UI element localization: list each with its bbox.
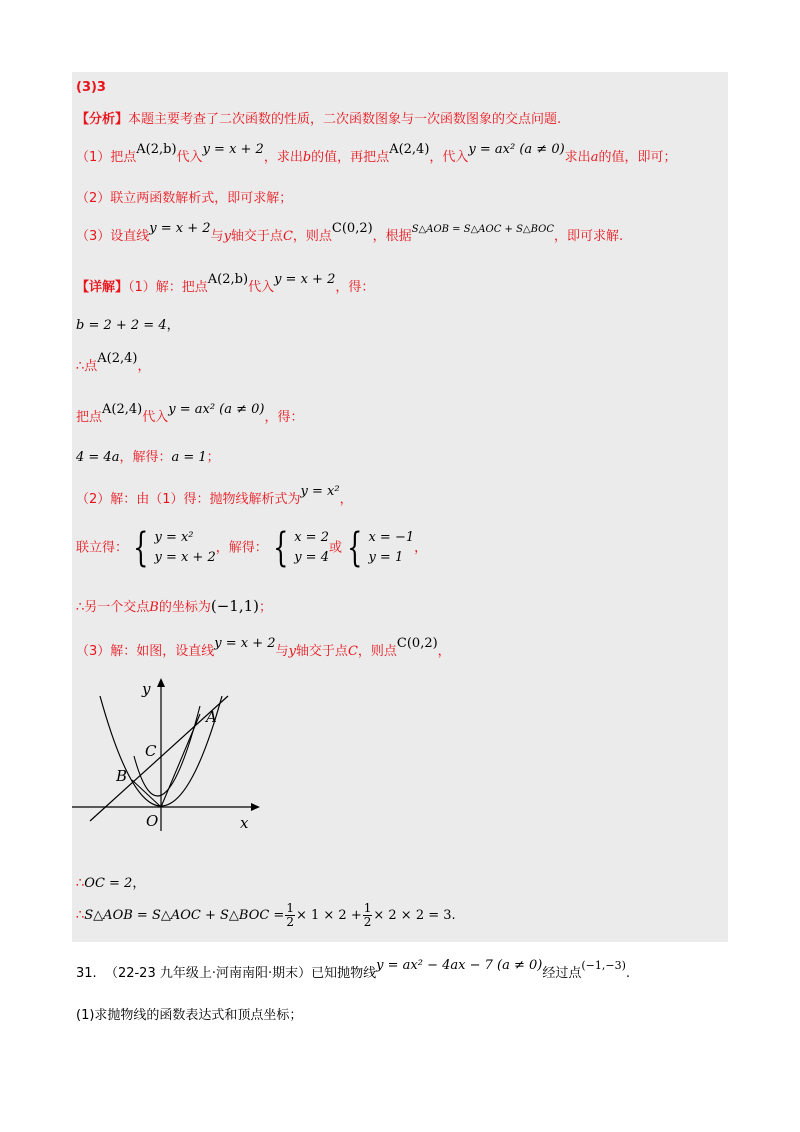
- analysis-step1-text-c: ，求出: [263, 150, 303, 165]
- detail-l7-end: ，: [414, 540, 428, 556]
- detail-l4-text-b: 代入: [142, 410, 169, 425]
- detail-line-6: [76, 484, 353, 507]
- detail-l11-end: .: [451, 908, 456, 923]
- detail-l3-text-a: ∴点: [76, 359, 98, 374]
- solution-2-x: x = −1: [368, 530, 415, 545]
- analysis-step2: （2）联立两函数解析式，即可求解；: [76, 191, 293, 206]
- detail-line-11: [76, 902, 456, 929]
- label-b: B: [116, 767, 128, 785]
- detail-l11-mid: × 1 × 2 +: [295, 908, 362, 923]
- fraction-1: [285, 902, 295, 929]
- analysis-step1-point2: A(2,4): [389, 142, 430, 157]
- question-func: y = ax² − 4ax − 7 (a ≠ 0): [376, 958, 543, 973]
- detail-l11-rhs: × 2 × 2 = 3: [373, 908, 452, 923]
- y-axis-arrow: [157, 678, 165, 687]
- detail-line-5: [76, 446, 220, 465]
- analysis-step3-point-label: C: [282, 229, 293, 244]
- detail-l9-text-c: 轴交于点: [295, 644, 348, 659]
- analysis-step1-func: y = ax² (a ≠ 0): [468, 142, 565, 157]
- solution-2: { x = −1 y = 1: [347, 525, 415, 571]
- analysis-step3-text-d: ，则点: [292, 229, 332, 244]
- graph-figure: [70, 676, 270, 840]
- system-eq-1: y = x²: [154, 530, 194, 545]
- detail-line-9: [76, 636, 451, 659]
- detail-l6-text-a: （2）解：由（1）得：抛物线解析式为: [76, 492, 301, 507]
- solution-1: { x = 2 y = 4: [272, 525, 329, 571]
- label-a: A: [206, 708, 217, 726]
- fraction-2-denominator: 2: [363, 915, 372, 929]
- detail-tag: 【详解】: [76, 280, 129, 295]
- detail-l4-text-c: ，得：: [264, 410, 304, 425]
- detail-line-2: [76, 314, 180, 333]
- detail-l1-line: y = x + 2: [274, 272, 336, 287]
- question-end: .: [625, 966, 631, 981]
- detail-l2-end: ，: [166, 318, 180, 333]
- detail-l1-text-a: （1）解：把点: [128, 280, 208, 295]
- analysis-step3-text-a: （3）设直线: [76, 229, 150, 244]
- question-31: [76, 958, 631, 981]
- detail-l3-point: A(2,4): [97, 351, 138, 366]
- analysis-step3-area: S△AOB = S△AOC + S△BOC: [411, 224, 555, 235]
- detail-l8-coord: (−1,1): [210, 597, 259, 615]
- detail-l1-point: A(2,b): [207, 272, 249, 287]
- solution-1-x: x = 2: [294, 530, 329, 545]
- segment-ob: [132, 780, 161, 807]
- analysis-step1-text-d: 的值，再把点: [311, 150, 390, 165]
- question-text-b: 经过点: [542, 966, 582, 981]
- solution-2-y: y = 1: [368, 550, 404, 565]
- detail-l9-axis: y: [288, 644, 296, 659]
- analysis-step1-text-a: （1）把点: [76, 150, 137, 165]
- analysis-tag: 【分析】: [76, 112, 129, 127]
- analysis-step1-text-b: 代入: [176, 150, 203, 165]
- analysis-step3: [76, 221, 624, 244]
- detail-l4-point: A(2,4): [102, 402, 143, 417]
- detail-l9-line: y = x + 2: [214, 636, 276, 651]
- analysis-intro-text: 本题主要考查了二次函数的性质，二次函数图象与一次函数图象的交点问题.: [128, 112, 562, 127]
- analysis-step3-text-c: 轴交于点: [230, 229, 283, 244]
- detail-l6-func: y = x²: [300, 484, 340, 499]
- detail-l10-text-a: ∴: [76, 876, 85, 891]
- part3-answer: (3)3: [76, 80, 106, 95]
- analysis-step3-text-b: 与: [210, 229, 224, 244]
- detail-l9-point-label: C: [347, 644, 358, 659]
- detail-l8-text-a: ∴另一个交点: [76, 600, 150, 615]
- graph-svg: [70, 676, 270, 836]
- analysis-step1-text-f: 求出: [564, 150, 591, 165]
- analysis-step1-line: y = x + 2: [202, 142, 264, 157]
- detail-l10-eq: OC = 2: [84, 876, 133, 891]
- detail-line-3: [76, 351, 151, 374]
- analysis-step1-var-a: a: [590, 150, 599, 165]
- label-o: O: [146, 812, 159, 830]
- detail-l5-text-a: ，解得：: [119, 450, 172, 465]
- detail-l2-eq: b = 2 + 2 = 4: [76, 318, 167, 333]
- fraction-2: [363, 902, 373, 929]
- detail-l7-text-b: ，解得：: [215, 540, 268, 556]
- question-source: （22-23 九年级上·河南南阳·期末）已知抛物线: [104, 966, 377, 981]
- x-axis-arrow: [251, 803, 260, 811]
- detail-l8-text-b: 的坐标为: [158, 600, 211, 615]
- detail-l1-text-c: ，得：: [335, 280, 375, 295]
- system-eq-2: y = x + 2: [154, 550, 216, 565]
- analysis-step1-point: A(2,b): [136, 142, 177, 157]
- detail-l9-point: C(0,2): [396, 636, 438, 651]
- question-number: 31.: [76, 966, 97, 981]
- detail-l5-result: a = 1: [171, 450, 207, 465]
- question-part-1: (1)求抛物线的函数表达式和顶点坐标；: [76, 1008, 303, 1023]
- analysis-step3-axis: y: [223, 229, 231, 244]
- fraction-2-numerator: 1: [363, 901, 372, 915]
- detail-l4-func: y = ax² (a ≠ 0): [168, 402, 265, 417]
- detail-line-10: [76, 872, 145, 891]
- detail-l6-end: ，: [339, 492, 353, 507]
- detail-l3-end: ，: [137, 359, 151, 374]
- label-x: x: [240, 814, 249, 832]
- analysis-step1: [76, 142, 677, 165]
- detail-line-1: [76, 272, 375, 295]
- detail-l5-end: ；: [206, 450, 220, 465]
- solution-1-y: y = 4: [294, 550, 329, 565]
- analysis-intro: [76, 108, 561, 127]
- analysis-step3-text-e: ，根据: [372, 229, 412, 244]
- question-point: (−1,−3): [581, 959, 626, 972]
- detail-l1-text-b: 代入: [248, 280, 275, 295]
- detail-line-8: [76, 596, 272, 615]
- segment-oa: [161, 714, 200, 807]
- analysis-step3-point: C(0,2): [331, 221, 373, 236]
- detail-l4-text-a: 把点: [76, 410, 103, 425]
- analysis-step1-var-b: b: [302, 150, 312, 165]
- detail-l9-text-a: （3）解：如图，设直线: [76, 644, 215, 659]
- detail-l9-text-b: 与: [275, 644, 289, 659]
- label-y: y: [142, 680, 151, 698]
- detail-l7-or: 或: [328, 540, 342, 556]
- detail-l8-end: ；: [259, 600, 273, 615]
- detail-l10-end: ，: [132, 876, 146, 891]
- detail-line-7: [76, 525, 428, 571]
- detail-l9-end: ，: [437, 644, 451, 659]
- detail-l8-point-label: B: [149, 600, 159, 615]
- analysis-step1-text-g: 的值，即可；: [598, 150, 677, 165]
- detail-l11-text-a: ∴: [76, 908, 85, 923]
- analysis-step3-text-f: ，即可求解.: [554, 229, 624, 244]
- analysis-step1-text-e: ，代入: [429, 150, 469, 165]
- detail-l9-text-d: ，则点: [357, 644, 397, 659]
- fraction-1-denominator: 2: [286, 915, 294, 929]
- detail-line-4: [76, 402, 304, 425]
- fraction-1-numerator: 1: [286, 901, 294, 915]
- detail-l5-eq: 4 = 4a: [76, 450, 120, 465]
- label-c: C: [145, 742, 157, 760]
- detail-l11-lhs: S△AOB = S△AOC + S△BOC =: [84, 908, 285, 923]
- detail-l7-text-a: 联立得：: [76, 540, 129, 556]
- system-equations: { y = x² y = x + 2: [133, 525, 216, 571]
- analysis-step3-line: y = x + 2: [149, 221, 211, 236]
